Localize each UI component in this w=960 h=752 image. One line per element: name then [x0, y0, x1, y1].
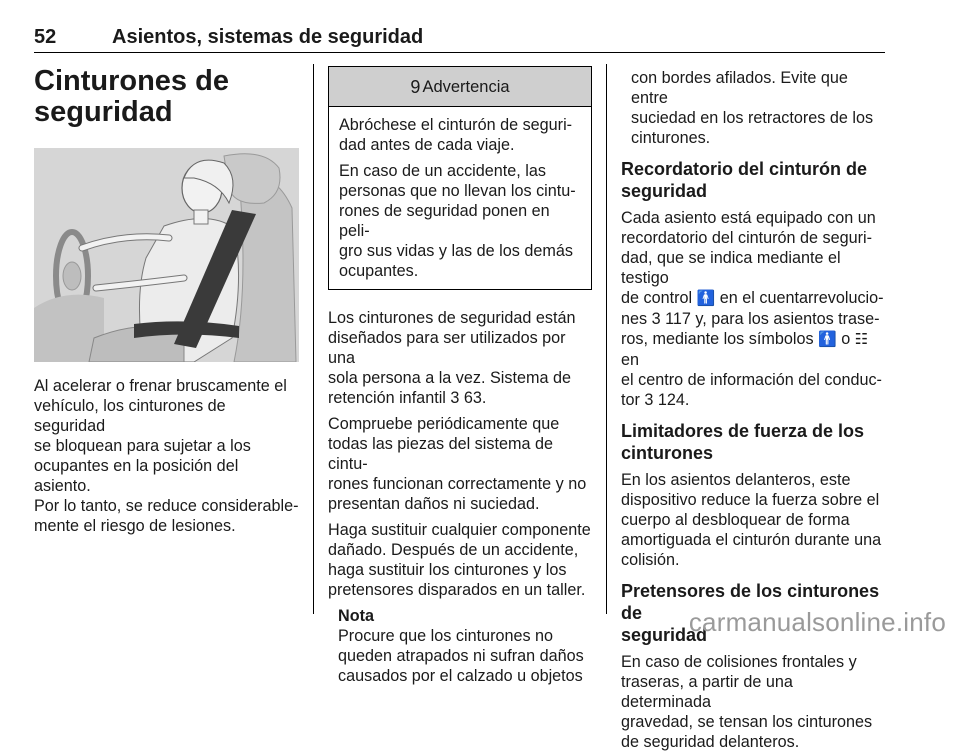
note-continuation: con bordes afilados. Evite que entre suciedad en los retractores de los cinturones.: [631, 69, 874, 147]
paragraph: Haga sustituir cualquier componente dañado. Después de un accidente, haga sustituir los cinturones y los pretensores disparados en un taller.: [328, 521, 591, 599]
chapter-title: Asientos, sistemas de seguridad: [112, 26, 424, 48]
warning-box: [328, 66, 592, 290]
note: Nota Procure que los cinturones no queden atrapados ni sufran daños causados por el calzado u objetos: [338, 606, 592, 686]
subsection-title: Pretensores de los cinturones de seguridad: [621, 581, 880, 645]
page-number: 52: [34, 26, 57, 48]
warning-header: [329, 67, 591, 107]
paragraph: Compruebe periódicamente que todas las piezas del sistema de cintu‐ rones funcionan correctamente y no presentan daños ni suciedad.: [328, 415, 587, 513]
seatbelt-illustration: [34, 148, 299, 362]
warning-text: En caso de un accidente, las personas que no llevan los cintu‐ rones de seguridad ponen en peli‐ gro sus vidas y las de los demás ocupantes.: [339, 162, 576, 280]
rear-seatbelt-icon: 🚹: [818, 331, 837, 348]
watermark: carmanualsonline.info: [688, 607, 946, 637]
column-3: [621, 66, 887, 752]
paragraph: En caso de colisiones frontales y traseras, a partir de una determinada gravedad, se tensan los cinturones de seguridad delanteros.: [621, 653, 873, 751]
paragraph: Los cinturones de seguridad están diseñados para ser utilizados por una sola persona a la vez. Sistema de retención infantil 3 63.: [328, 309, 576, 407]
subsection-title: Recordatorio del cinturón de seguridad: [621, 159, 868, 201]
section-title: Cinturones de seguridad: [34, 65, 229, 128]
column-2: [328, 66, 592, 686]
page-header: [34, 24, 885, 53]
paragraph: Cada asiento está equipado con un recordatorio del cinturón de seguri‐ dad, que se indica mediante el testigo de control 🚹 en el cuentarrevolucio‐ nes 3 117 y, para los asientos trase‐ ros, mediante los símbolos 🚹 o ☷ en el centro de información del conduc‐ tor 3 124.: [621, 209, 884, 409]
warning-title: Advertencia: [422, 77, 510, 96]
rear-seats-icon: ☷: [854, 331, 869, 348]
page-reference: 3 63.: [450, 389, 487, 407]
paragraph: En los asientos delanteros, este dispositivo reduce la fuerza sobre el cuerpo al desbloquear de forma amortiguada el cinturón durante una colisión.: [621, 471, 882, 569]
warning-icon: 9: [410, 76, 421, 97]
column-1: [34, 62, 299, 536]
column-divider-1: [313, 64, 314, 614]
warning-body: [329, 107, 591, 289]
warning-text: Abróchese el cinturón de seguri‐ dad antes de cada viaje.: [339, 116, 573, 154]
note-title: Nota: [338, 607, 374, 625]
seatbelt-warning-icon: 🚹: [696, 290, 716, 307]
subsection-title: Limitadores de fuerza de los cinturones: [621, 421, 865, 463]
column-divider-2: [606, 64, 607, 614]
paragraph: Al acelerar o frenar bruscamente el vehículo, los cinturones de seguridad se bloquean para sujetar a los ocupantes en la posición del asiento. Por lo tanto, se reduce considerable‐ mente el riesgo de lesiones.: [34, 377, 299, 535]
